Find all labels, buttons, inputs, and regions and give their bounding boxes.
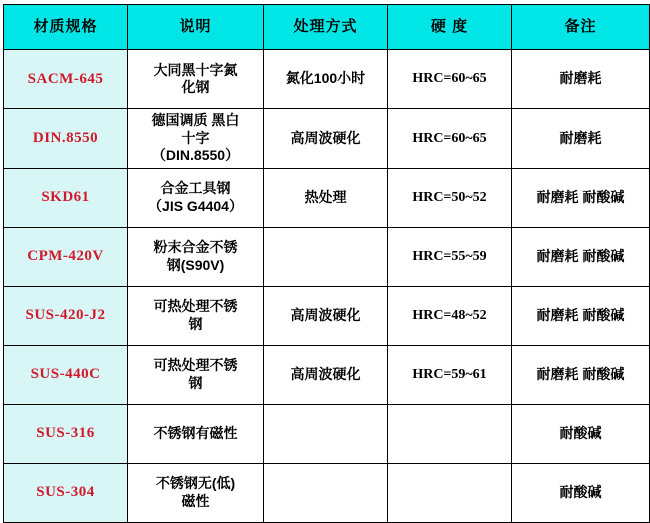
table-row — [4, 463, 650, 522]
cell-description: 可热处理不锈 钢 — [128, 345, 264, 404]
cell-material: SUS-304 — [4, 463, 128, 522]
cell-note: 耐磨耗 — [512, 109, 650, 169]
cell-material: SUS-440C — [4, 345, 128, 404]
cell-hardness — [388, 463, 512, 522]
column-header-material: 材质规格 — [4, 5, 128, 50]
table-header — [4, 5, 650, 50]
column-header-hardness: 硬 度 — [388, 5, 512, 50]
table-row — [4, 168, 650, 227]
table-header-row — [4, 5, 650, 50]
cell-note: 耐磨耗 耐酸碱 — [512, 168, 650, 227]
cell-note: 耐酸碱 — [512, 404, 650, 463]
cell-material: SACM-645 — [4, 50, 128, 109]
cell-material: SUS-316 — [4, 404, 128, 463]
table-body — [4, 50, 650, 523]
cell-process: 热处理 — [264, 168, 388, 227]
cell-material: SUS-420-J2 — [4, 286, 128, 345]
cell-material: SKD61 — [4, 168, 128, 227]
cell-process — [264, 404, 388, 463]
cell-process — [264, 227, 388, 286]
cell-hardness: HRC=60~65 — [388, 50, 512, 109]
cell-process: 高周波硬化 — [264, 109, 388, 169]
table-row — [4, 50, 650, 109]
table-row — [4, 109, 650, 169]
cell-description: 不锈钢无(低) 磁性 — [128, 463, 264, 522]
cell-hardness: HRC=59~61 — [388, 345, 512, 404]
cell-process — [264, 463, 388, 522]
column-header-process: 处理方式 — [264, 5, 388, 50]
table-row — [4, 286, 650, 345]
cell-hardness: HRC=50~52 — [388, 168, 512, 227]
cell-hardness: HRC=48~52 — [388, 286, 512, 345]
cell-description: 大同黑十字氮 化钢 — [128, 50, 264, 109]
material-spec-table — [3, 4, 650, 523]
cell-note: 耐磨耗 耐酸碱 — [512, 345, 650, 404]
cell-hardness: HRC=55~59 — [388, 227, 512, 286]
table-row — [4, 404, 650, 463]
cell-hardness — [388, 404, 512, 463]
cell-description: 可热处理不锈 钢 — [128, 286, 264, 345]
cell-note: 耐酸碱 — [512, 463, 650, 522]
cell-material: CPM-420V — [4, 227, 128, 286]
table-row — [4, 345, 650, 404]
cell-description: 不锈钢有磁性 — [128, 404, 264, 463]
column-header-note: 备注 — [512, 5, 650, 50]
cell-note: 耐磨耗 耐酸碱 — [512, 286, 650, 345]
table-row — [4, 227, 650, 286]
cell-process: 高周波硬化 — [264, 286, 388, 345]
cell-process: 高周波硬化 — [264, 345, 388, 404]
cell-material: DIN.8550 — [4, 109, 128, 169]
cell-description: 合金工具钢 （JIS G4404） — [128, 168, 264, 227]
cell-process: 氮化100小时 — [264, 50, 388, 109]
column-header-description: 说明 — [128, 5, 264, 50]
cell-description: 粉末合金不锈 钢(S90V) — [128, 227, 264, 286]
cell-description: 德国调质 黑白 十字 （DIN.8550） — [128, 109, 264, 169]
cell-note: 耐磨耗 — [512, 50, 650, 109]
cell-hardness: HRC=60~65 — [388, 109, 512, 169]
cell-note: 耐磨耗 耐酸碱 — [512, 227, 650, 286]
